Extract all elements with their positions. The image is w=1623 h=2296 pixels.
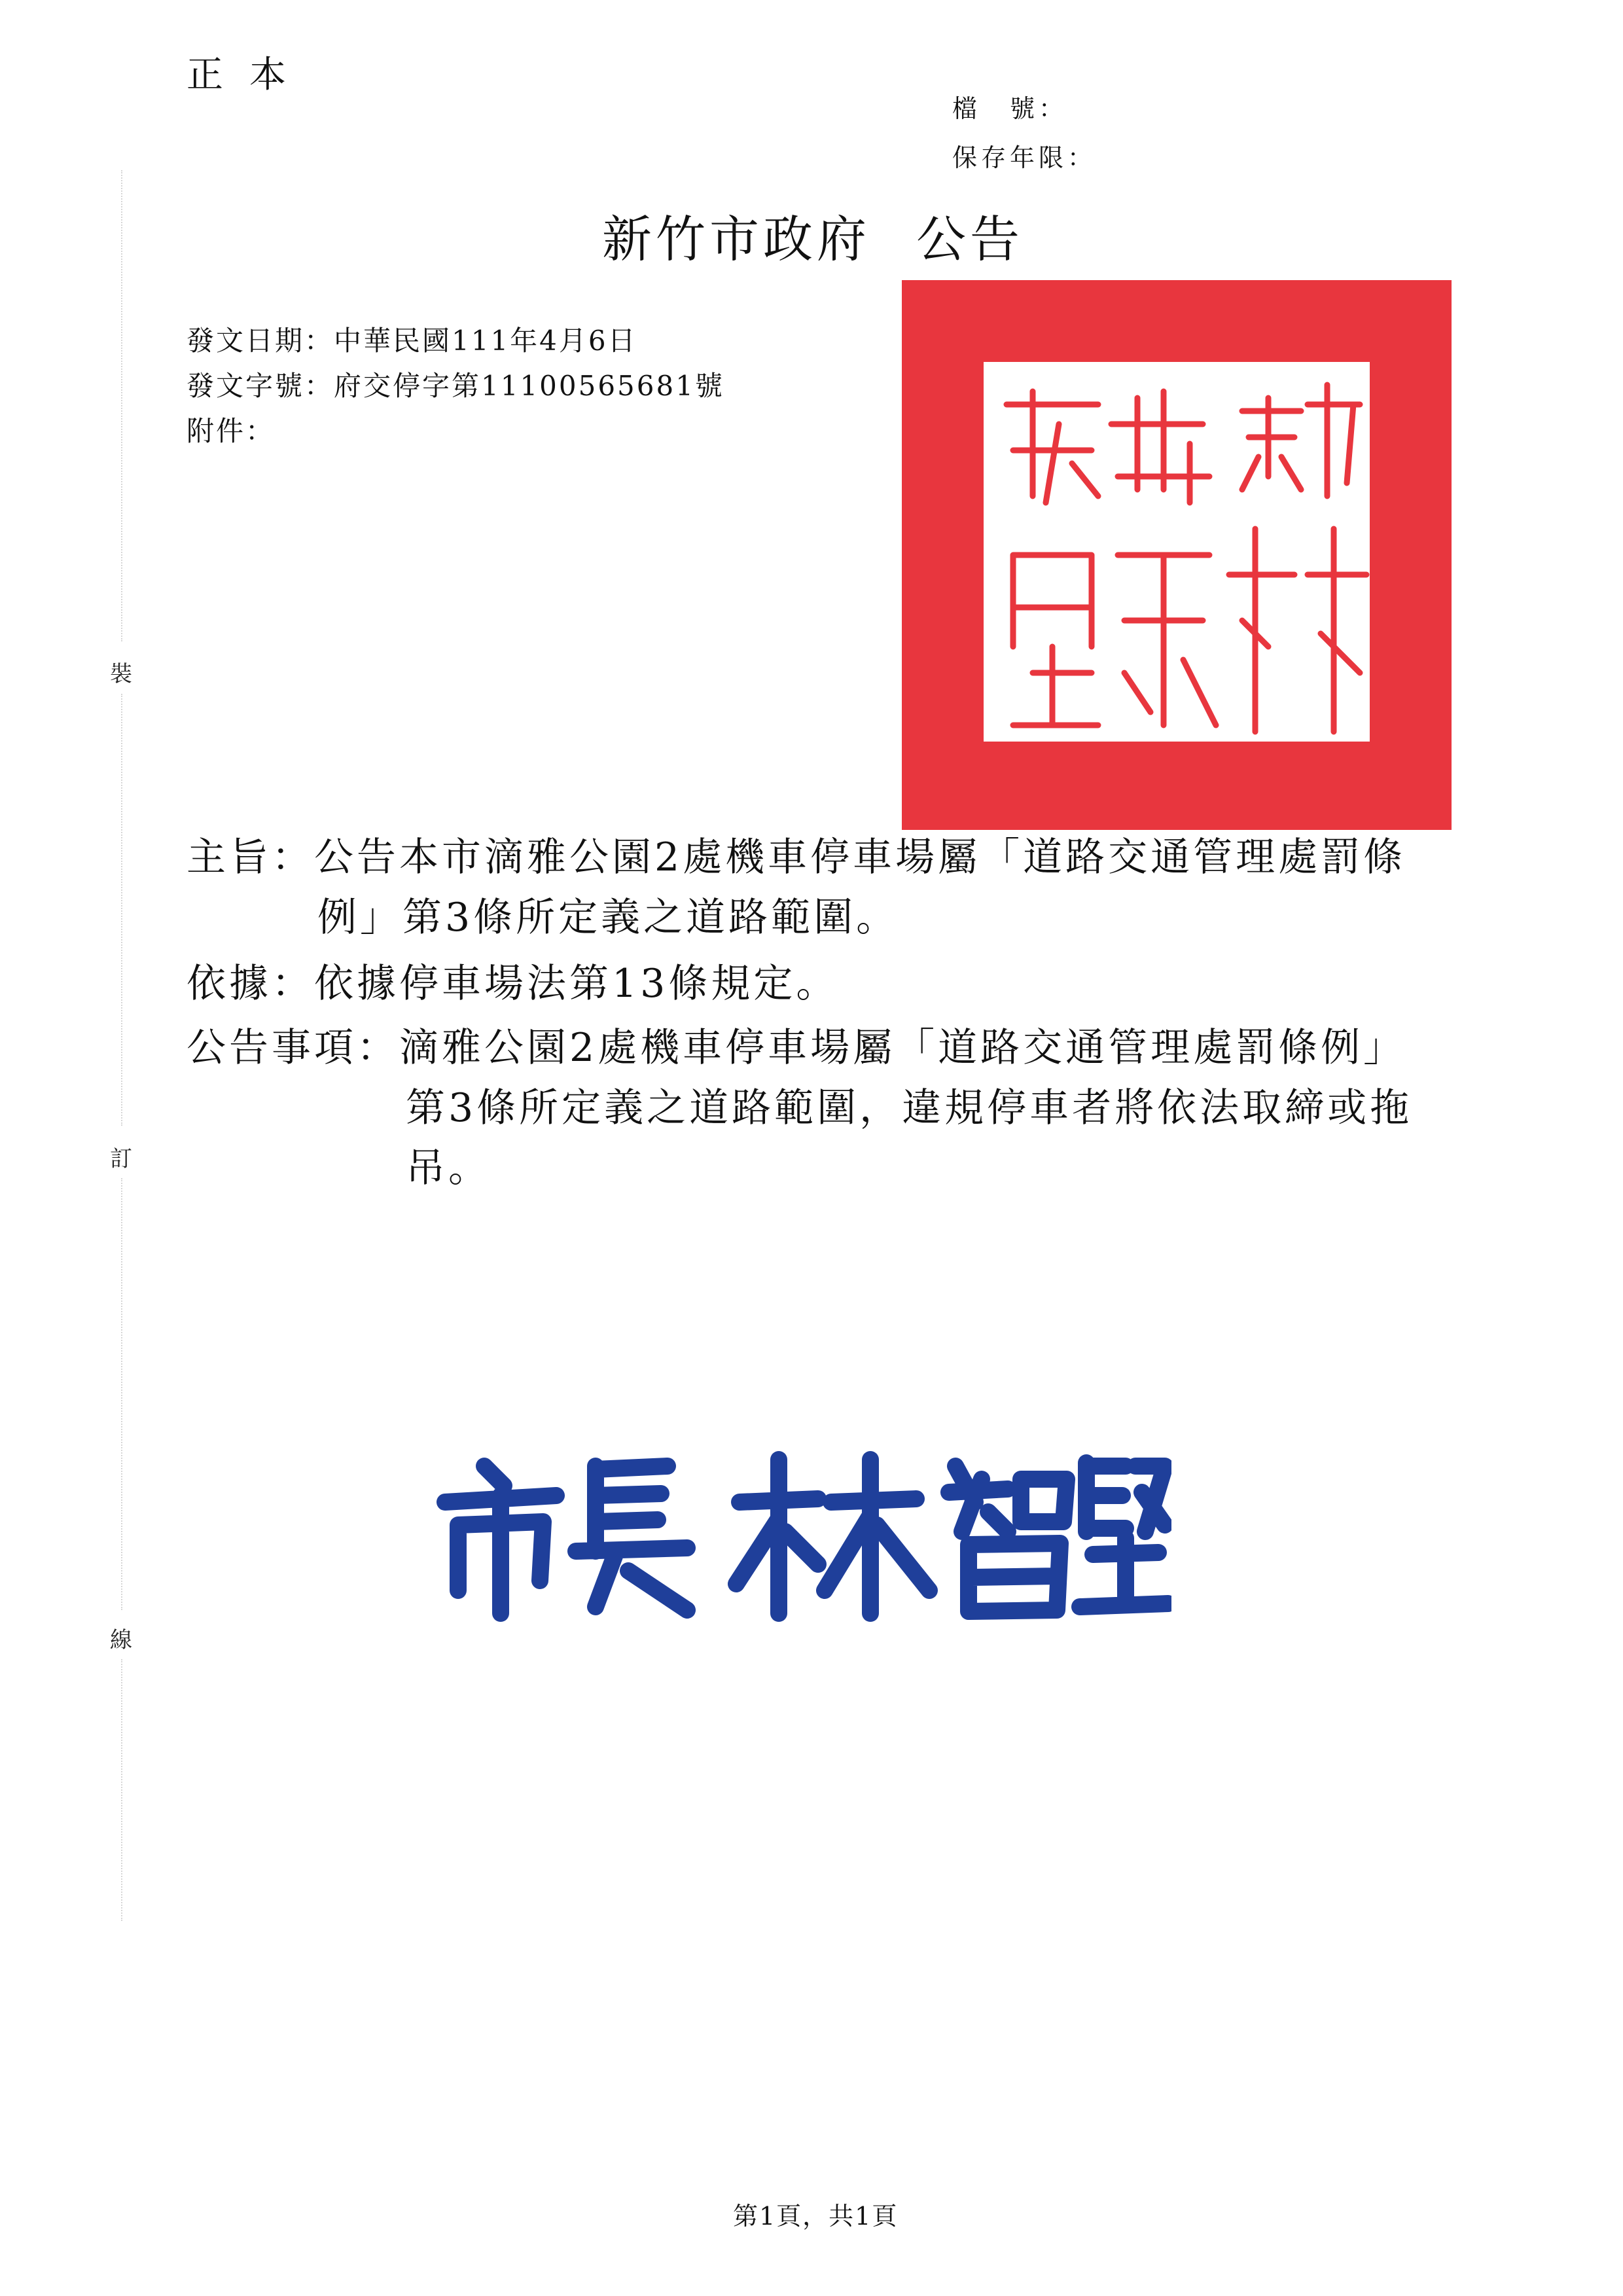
subject-line-2: 例」第3條所定義之道路範圍。	[317, 895, 899, 941]
copy-type-label: 正本	[187, 54, 312, 96]
document-type: 公告	[916, 210, 1024, 268]
attachment-label: 附件：	[187, 415, 276, 447]
notice-item-line-3: 吊。	[406, 1145, 491, 1191]
notice-item-line-1: 公告事項：滴雅公園2處機車停車場屬「道路交通管理處罰條例」	[187, 1025, 1406, 1071]
notice-item-line-2: 第3條所定義之道路範圍，違規停車者將依法取締或拖	[406, 1085, 1413, 1131]
legal-basis: 依據：依據停車場法第13條規定。	[187, 961, 839, 1007]
binding-line	[121, 170, 122, 641]
file-number-label: 檔 號：	[952, 94, 1068, 123]
document-number: 發文字號：府交停字第11100565681號	[187, 370, 724, 402]
binding-line	[121, 1659, 122, 1921]
agency-name: 新竹市政府	[602, 210, 870, 268]
binding-mark-ding: 訂	[110, 1146, 132, 1172]
mayor-signature	[432, 1440, 1171, 1623]
document-title	[602, 200, 1024, 271]
binding-mark-xian: 線	[110, 1627, 132, 1653]
binding-line	[121, 694, 122, 1126]
official-seal	[902, 280, 1452, 830]
subject-line-1: 主旨：公告本市滴雅公園2處機車停車場屬「道路交通管理處罰條	[187, 834, 1406, 880]
issue-date: 發文日期：中華民國111年4月6日	[187, 325, 637, 357]
binding-mark-zhuang: 裝	[110, 661, 132, 687]
seal-glyphs	[902, 280, 1452, 830]
retention-period-label: 保存年限：	[952, 143, 1097, 172]
page-number: 第1頁，共1頁	[733, 2202, 899, 2231]
binding-line	[121, 1178, 122, 1610]
